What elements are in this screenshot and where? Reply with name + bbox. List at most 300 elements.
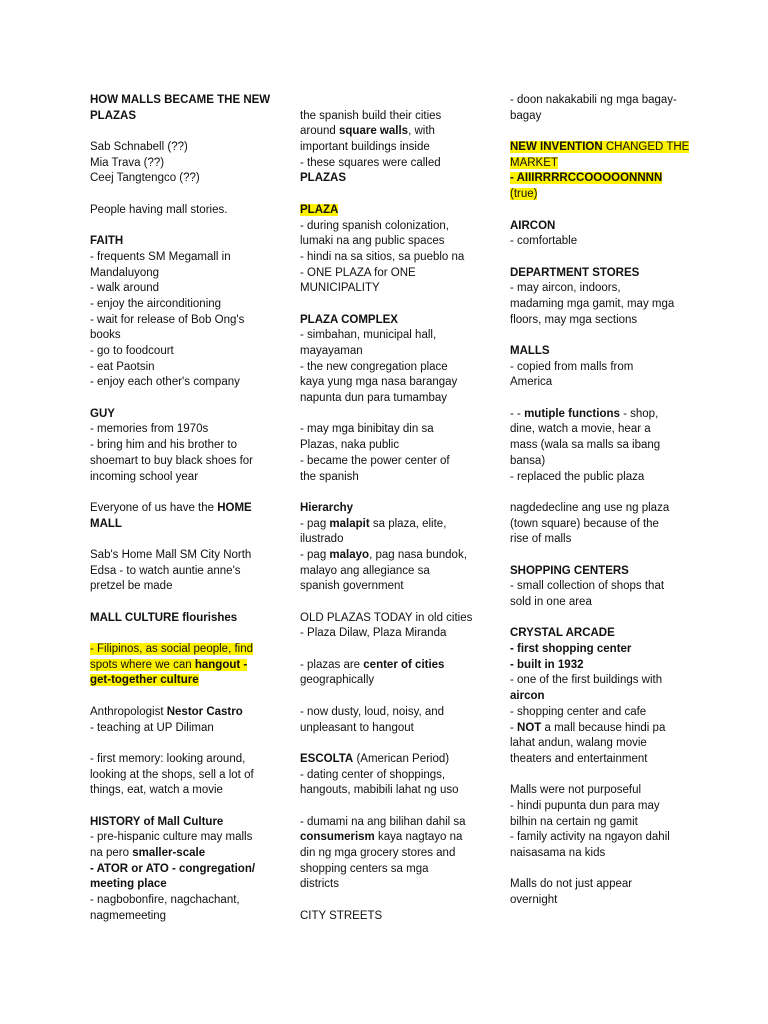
text-segment: - during spanish colonization,	[300, 219, 449, 232]
text-segment: sold in one area	[510, 596, 592, 608]
text-segment: rise of malls	[510, 533, 572, 546]
text-line	[510, 485, 710, 501]
text-line	[510, 517, 710, 533]
text-line	[510, 203, 710, 219]
text-line	[510, 124, 710, 140]
text-line	[510, 454, 710, 470]
text-line	[300, 768, 476, 784]
text-segment: America	[510, 376, 553, 389]
text-line	[90, 846, 272, 862]
text-line	[90, 485, 272, 501]
text-line	[90, 422, 272, 438]
text-line	[300, 187, 476, 203]
highlighted-text: (true)	[510, 188, 538, 201]
text-segment: kaya yung mga nasa barangay	[300, 376, 458, 389]
bold-text: CRYSTAL ARCADE	[510, 627, 615, 640]
bold-text: SHOPPING CENTERS	[510, 564, 629, 577]
text-line	[90, 579, 272, 595]
text-segment: hangouts, mabibili lahat ng uso	[300, 784, 459, 797]
text-line	[510, 234, 710, 250]
notes-column-1	[90, 93, 272, 924]
text-segment: - shop,	[619, 407, 659, 420]
text-segment: mass (wala sa malls sa ibang	[510, 439, 661, 452]
text-segment: sa plaza, elite,	[369, 517, 447, 530]
text-line	[510, 595, 710, 611]
text-line	[510, 140, 710, 156]
text-line	[90, 815, 272, 831]
text-line	[510, 532, 710, 548]
text-segment: overnight	[510, 894, 558, 907]
text-line	[510, 375, 710, 391]
text-segment: - bring him and his brother to	[90, 439, 238, 452]
text-line	[300, 250, 476, 266]
bold-text: PLAZAS	[300, 172, 346, 185]
text-line	[300, 862, 476, 878]
text-segment: bansa)	[510, 454, 546, 467]
text-segment: - go to foodcourt	[90, 345, 174, 357]
text-segment: bilhin na certain ng gamit	[510, 815, 638, 828]
text-segment: dine, watch a movie, hear a	[510, 423, 651, 436]
text-line	[90, 171, 272, 187]
text-line	[90, 470, 272, 486]
text-line	[300, 297, 476, 313]
text-line	[90, 250, 272, 266]
highlighted-text: MARKET	[510, 156, 558, 169]
text-line	[510, 391, 710, 407]
bold-text: smaller-scale	[132, 847, 206, 859]
text-line	[300, 470, 476, 486]
text-segment: (town square) because of the	[510, 517, 659, 530]
bold-text: Hierarchy	[300, 501, 354, 514]
text-segment: madaming mga gamit, may mga	[510, 297, 675, 310]
bold-text: malayo	[329, 548, 370, 561]
text-segment: mayayaman	[300, 345, 363, 357]
text-segment: - replaced the public plaza	[510, 470, 645, 483]
text-line	[300, 156, 476, 172]
text-line	[300, 281, 476, 297]
text-line	[300, 532, 476, 548]
text-segment: districts	[300, 878, 339, 891]
bold-text: consumerism	[300, 831, 375, 844]
bold-text: GUY	[90, 407, 115, 420]
text-segment: incoming school year	[90, 470, 199, 483]
text-line	[300, 313, 476, 329]
text-line	[510, 783, 710, 799]
text-segment: shopping centers sa mga	[300, 862, 429, 875]
text-line	[90, 642, 272, 658]
text-line	[90, 140, 272, 156]
text-segment: MUNICIPALITY	[300, 282, 380, 295]
bold-text: - ATOR or ATO - congregation/	[90, 862, 256, 875]
text-segment: na pero	[90, 847, 133, 859]
text-line	[300, 422, 476, 438]
text-line	[300, 93, 476, 109]
text-line	[510, 815, 710, 831]
text-line	[300, 548, 476, 564]
text-segment: napunta dun para tumambay	[300, 392, 448, 405]
text-line	[510, 626, 710, 642]
notes-column-2	[300, 93, 476, 924]
text-line	[510, 689, 710, 705]
bold-text: MALLS	[510, 345, 550, 357]
highlighted-text: hangout -	[194, 658, 248, 671]
text-line	[90, 705, 272, 721]
text-line	[300, 815, 476, 831]
text-line	[300, 564, 476, 580]
text-segment: Malls do not just appear	[510, 878, 633, 891]
text-segment: - wait for release of Bob Ong's	[90, 313, 245, 326]
text-line	[300, 219, 476, 235]
text-line	[90, 328, 272, 344]
text-segment: lumaki na ang public spaces	[300, 235, 445, 248]
text-line	[300, 234, 476, 250]
text-line	[300, 124, 476, 140]
text-segment: - dumami na ang bilihan dahil sa	[300, 815, 466, 828]
text-line	[90, 360, 272, 376]
text-segment: - doon nakakabili ng mga bagay-	[510, 94, 677, 106]
text-line	[510, 219, 710, 235]
text-segment: looking at the shops, sell a lot of	[90, 768, 254, 781]
text-segment: pretzel be made	[90, 580, 173, 593]
highlighted-text: get-together culture	[90, 674, 199, 687]
text-line	[90, 736, 272, 752]
text-line	[510, 736, 710, 752]
text-line	[510, 830, 710, 846]
bold-text: malapit	[329, 517, 370, 530]
text-line	[90, 281, 272, 297]
text-segment: CITY STREETS	[300, 909, 383, 922]
text-line	[510, 862, 710, 878]
text-segment: around	[300, 125, 340, 138]
text-line	[300, 171, 476, 187]
text-segment: - hindi pupunta dun para may	[510, 799, 660, 812]
text-segment: things, eat, watch a movie	[90, 784, 223, 797]
text-line	[90, 862, 272, 878]
text-line	[510, 470, 710, 486]
text-segment: naisasama na kids	[510, 847, 606, 859]
text-line	[510, 548, 710, 564]
text-line	[510, 313, 710, 329]
text-segment: nagdedecline ang use ng plaza	[510, 501, 670, 514]
text-line	[300, 721, 476, 737]
text-segment: - frequents SM Megamall in	[90, 250, 231, 263]
text-segment: lahat andun, walang movie	[510, 737, 647, 750]
text-line	[510, 281, 710, 297]
text-segment: Mia Trava (??)	[90, 156, 165, 169]
text-line	[90, 909, 272, 925]
text-line	[90, 454, 272, 470]
notes-column-3	[510, 93, 710, 909]
text-line	[90, 626, 272, 642]
text-line	[510, 611, 710, 627]
text-line	[90, 752, 272, 768]
text-line	[90, 689, 272, 705]
text-segment: floors, may mga sections	[510, 313, 638, 326]
text-segment: malayo ang allegiance sa	[300, 564, 430, 577]
text-segment: - pre-hispanic culture may malls	[90, 831, 253, 844]
text-line	[90, 830, 272, 846]
text-line	[90, 893, 272, 909]
text-line	[510, 109, 710, 125]
text-segment: - eat Paotsin	[90, 360, 155, 373]
text-line	[510, 344, 710, 360]
text-segment: OLD PLAZAS TODAY in old cities	[300, 611, 473, 624]
text-line	[300, 140, 476, 156]
text-line	[510, 658, 710, 674]
text-line	[300, 846, 476, 862]
bold-text: NOT	[517, 721, 542, 734]
text-segment: shoemart to buy black shoes for	[90, 454, 253, 467]
highlighted-text: NEW INVENTION	[510, 141, 603, 154]
text-line	[300, 344, 476, 360]
text-line	[510, 579, 710, 595]
text-segment: a mall because hindi pa	[541, 721, 666, 734]
highlighted-text: spots where we can	[90, 658, 195, 671]
text-line	[510, 171, 710, 187]
text-line	[90, 313, 272, 329]
text-line	[510, 799, 710, 815]
text-segment: Mandaluyong	[90, 266, 160, 279]
text-line	[300, 360, 476, 376]
text-line	[510, 752, 710, 768]
text-line	[510, 501, 710, 517]
text-line	[90, 517, 272, 533]
text-line	[300, 266, 476, 282]
text-segment: - walk around	[90, 282, 160, 295]
text-line	[90, 673, 272, 689]
bold-text: Nestor Castro	[166, 705, 243, 718]
text-line	[90, 219, 272, 235]
text-segment: - simbahan, municipal hall,	[300, 329, 437, 342]
text-line	[510, 156, 710, 172]
bold-text: center of cities	[363, 658, 445, 671]
text-line	[300, 375, 476, 391]
text-line	[510, 642, 710, 658]
bold-text: PLAZAS	[90, 109, 136, 122]
text-segment: - family activity na ngayon dahil	[510, 831, 670, 844]
highlighted-text: - AIIIRRRRCCOOOOONNNN	[510, 172, 663, 185]
text-line	[90, 234, 272, 250]
text-line	[510, 266, 710, 282]
text-line	[90, 266, 272, 282]
bold-text: - built in 1932	[510, 658, 584, 671]
text-line	[90, 124, 272, 140]
text-segment: bagay	[510, 109, 542, 122]
text-line	[510, 422, 710, 438]
text-segment: - shopping center and cafe	[510, 705, 647, 718]
highlighted-text: CHANGED THE	[602, 141, 690, 154]
bold-text: MALL	[90, 517, 122, 530]
text-line	[90, 156, 272, 172]
bold-text: ESCOLTA	[300, 752, 354, 765]
text-line	[300, 689, 476, 705]
text-segment: nagmemeeting	[90, 909, 167, 922]
text-line	[300, 658, 476, 674]
bold-text: DEPARTMENT STORES	[510, 266, 640, 279]
bold-text: FAITH	[90, 235, 124, 248]
text-line	[300, 893, 476, 909]
text-line	[90, 564, 272, 580]
text-segment: - plazas are	[300, 658, 364, 671]
text-segment: - became the power center of	[300, 454, 450, 467]
text-line	[510, 297, 710, 313]
bold-text: aircon	[510, 690, 545, 703]
text-segment: din ng mga grocery stores and	[300, 847, 456, 859]
text-line	[90, 877, 272, 893]
text-line	[90, 783, 272, 799]
highlighted-text: - Filipinos, as social people, find	[90, 643, 253, 656]
text-line	[300, 909, 476, 925]
text-line	[300, 799, 476, 815]
text-line	[510, 438, 710, 454]
text-line	[90, 375, 272, 391]
text-line	[90, 407, 272, 423]
text-segment: - these squares were called	[300, 156, 441, 169]
text-line	[510, 360, 710, 376]
bold-text: HISTORY of Mall Culture	[90, 815, 224, 828]
text-line	[510, 705, 710, 721]
text-line	[510, 564, 710, 580]
text-segment: - now dusty, loud, noisy, and	[300, 705, 445, 718]
text-segment: - may mga binibitay din sa	[300, 423, 434, 436]
text-line	[90, 532, 272, 548]
text-line	[90, 344, 272, 360]
text-line	[510, 721, 710, 737]
text-segment: unpleasant to hangout	[300, 721, 414, 734]
text-line	[300, 517, 476, 533]
text-line	[90, 721, 272, 737]
text-segment: -	[510, 721, 518, 734]
text-segment: , with	[408, 125, 435, 138]
text-segment: theaters and entertainment	[510, 752, 648, 765]
text-segment: the spanish	[300, 470, 359, 483]
text-line	[300, 328, 476, 344]
text-segment: - enjoy the airconditioning	[90, 297, 222, 310]
text-segment: Anthropologist	[90, 705, 167, 718]
text-line	[90, 548, 272, 564]
text-line	[510, 328, 710, 344]
text-segment: Malls were not purposeful	[510, 784, 642, 797]
bold-text: - first shopping center	[510, 643, 632, 656]
text-line	[300, 705, 476, 721]
text-line	[300, 438, 476, 454]
text-line	[300, 611, 476, 627]
text-segment: - ONE PLAZA for ONE	[300, 266, 416, 279]
text-segment: Ceej Tangtengco (??)	[90, 172, 200, 185]
text-line	[300, 877, 476, 893]
text-segment: the spanish build their cities	[300, 109, 442, 122]
text-segment: - pag	[300, 517, 330, 530]
text-segment: geographically	[300, 674, 375, 687]
text-line	[90, 595, 272, 611]
text-line	[90, 109, 272, 125]
text-line	[300, 407, 476, 423]
text-segment: books	[90, 329, 121, 342]
text-segment: Sab's Home Mall SM City North	[90, 548, 252, 561]
text-line	[300, 642, 476, 658]
text-line	[90, 658, 272, 674]
text-line	[300, 391, 476, 407]
text-line	[510, 768, 710, 784]
text-segment: - nagbobonfire, nagchachant,	[90, 894, 240, 907]
text-line	[300, 501, 476, 517]
text-segment: , pag nasa bundok,	[369, 548, 467, 561]
text-line	[300, 579, 476, 595]
text-segment: - may aircon, indoors,	[510, 282, 621, 295]
text-segment: (American Period)	[353, 752, 450, 765]
text-line	[300, 109, 476, 125]
text-segment: Edsa - to watch auntie anne's	[90, 564, 241, 577]
text-line	[510, 846, 710, 862]
text-line	[300, 626, 476, 642]
text-line	[510, 250, 710, 266]
text-line	[90, 799, 272, 815]
text-line	[510, 893, 710, 909]
text-segment: Plazas, naka public	[300, 439, 400, 452]
text-line	[90, 768, 272, 784]
bold-text: AIRCON	[510, 219, 556, 232]
text-line	[90, 93, 272, 109]
text-segment: - memories from 1970s	[90, 423, 209, 436]
text-line	[300, 752, 476, 768]
highlighted-text: PLAZA	[300, 203, 339, 216]
bold-text: square walls	[339, 125, 409, 138]
text-segment: People having mall stories.	[90, 203, 228, 216]
bold-text: HOME	[217, 501, 252, 514]
text-line	[300, 203, 476, 219]
text-segment: - Plaza Dilaw, Plaza Miranda	[300, 627, 447, 640]
text-line	[90, 391, 272, 407]
bold-text: HOW MALLS BECAME THE NEW	[90, 94, 271, 106]
text-segment: - dating center of shoppings,	[300, 768, 446, 781]
text-segment: - the new congregation place	[300, 360, 448, 373]
text-line	[90, 611, 272, 627]
text-segment: spanish government	[300, 580, 404, 593]
text-line	[300, 736, 476, 752]
text-segment: - -	[510, 407, 525, 420]
text-segment: - pag	[300, 548, 330, 561]
text-segment: - first memory: looking around,	[90, 752, 246, 765]
text-segment: - one of the first buildings with	[510, 674, 663, 687]
bold-text: mutiple functions	[524, 407, 620, 420]
bold-text: PLAZA COMPLEX	[300, 313, 398, 326]
text-line	[300, 454, 476, 470]
text-segment: - teaching at UP Diliman	[90, 721, 214, 734]
text-line	[510, 407, 710, 423]
text-segment: Everyone of us have the	[90, 501, 218, 514]
text-segment: - small collection of shops that	[510, 580, 665, 593]
text-segment: - comfortable	[510, 235, 578, 248]
text-line	[510, 877, 710, 893]
text-line	[90, 203, 272, 219]
text-line	[300, 595, 476, 611]
text-line	[510, 187, 710, 203]
text-segment: Sab Schnabell (??)	[90, 141, 188, 154]
text-line	[90, 438, 272, 454]
text-line	[90, 187, 272, 203]
text-line	[300, 485, 476, 501]
text-segment: kaya nagtayo na	[374, 831, 463, 844]
text-line	[510, 93, 710, 109]
text-segment: ilustrado	[300, 533, 344, 546]
text-line	[510, 673, 710, 689]
text-segment: - copied from malls from	[510, 360, 634, 373]
text-line	[300, 673, 476, 689]
text-line	[90, 297, 272, 313]
bold-text: meeting place	[90, 878, 167, 891]
bold-text: MALL CULTURE flourishes	[90, 611, 238, 624]
text-segment: - enjoy each other's company	[90, 376, 240, 389]
